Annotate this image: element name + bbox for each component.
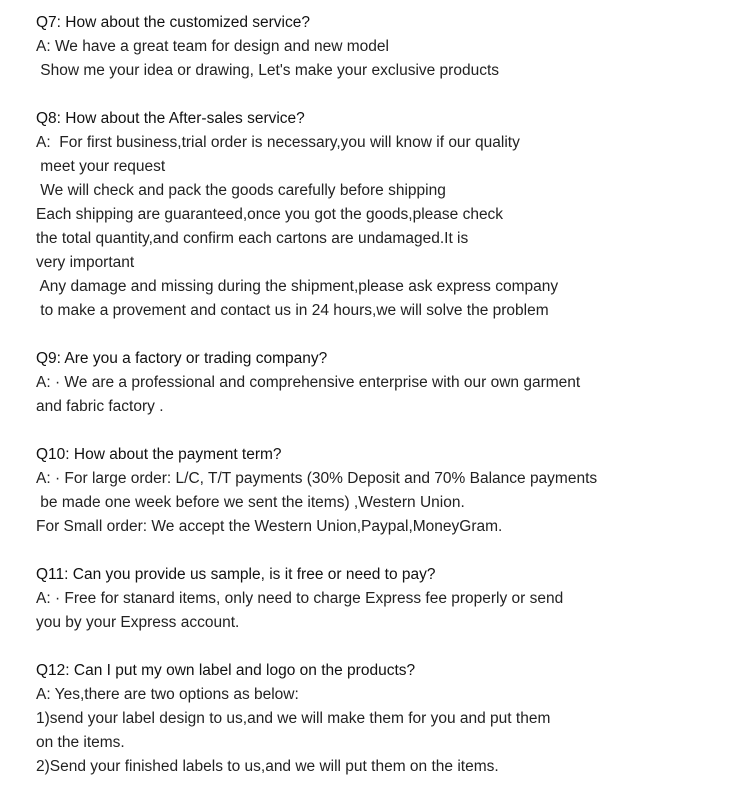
faq-answer-line: We will check and pack the goods carefully before shipping: [36, 182, 446, 199]
faq-item-q12: [36, 659, 736, 779]
faq-document: [36, 11, 736, 803]
faq-item-q10: [36, 443, 736, 539]
faq-question: Q11: Can you provide us sample, is it free or need to pay?: [36, 566, 436, 583]
faq-answer-line: A: · For large order: L/C, T/T payments (30% Deposit and 70% Balance payments: [36, 470, 598, 487]
faq-question: Q10: How about the payment term?: [36, 446, 282, 463]
faq-answer-line: very important: [36, 254, 135, 271]
faq-question: Q12: Can I put my own label and logo on the products?: [36, 662, 416, 679]
faq-answer-line: Show me your idea or drawing, Let's make your exclusive products: [36, 62, 500, 79]
faq-question: Q8: How about the After-sales service?: [36, 110, 305, 127]
faq-answer-line: For Small order: We accept the Western Union,Paypal,MoneyGram.: [36, 518, 503, 535]
faq-answer-line: meet your request: [36, 158, 166, 175]
faq-answer-line: you by your Express account.: [36, 614, 240, 631]
faq-answer-line: and fabric factory .: [36, 398, 164, 415]
faq-answer-line: A: For first business,trial order is necessary,you will know if our quality: [36, 134, 520, 151]
faq-answer-line: A: · Free for stanard items, only need to charge Express fee properly or send: [36, 590, 564, 607]
faq-answer-line: 1)send your label design to us,and we will make them for you and put them: [36, 710, 551, 727]
faq-question: Q7: How about the customized service?: [36, 14, 310, 31]
faq-item-q7: [36, 11, 736, 83]
faq-answer-line: to make a provement and contact us in 24 hours,we will solve the problem: [36, 302, 549, 319]
faq-item-q9: [36, 347, 736, 419]
faq-question: Q9: Are you a factory or trading company?: [36, 350, 328, 367]
faq-answer-line: the total quantity,and confirm each cartons are undamaged.It is: [36, 230, 469, 247]
faq-item-q8: [36, 107, 736, 323]
faq-answer-line: Any damage and missing during the shipment,please ask express company: [36, 278, 559, 295]
faq-item-q11: [36, 563, 736, 635]
faq-answer-line: on the items.: [36, 734, 125, 751]
faq-answer-line: A: · We are a professional and comprehensive enterprise with our own garment: [36, 374, 581, 391]
faq-answer-line: A: Yes,there are two options as below:: [36, 686, 299, 703]
faq-answer-line: A: We have a great team for design and new model: [36, 38, 389, 55]
faq-answer-line: be made one week before we sent the items) ,Western Union.: [36, 494, 465, 511]
faq-answer-line: Each shipping are guaranteed,once you got the goods,please check: [36, 206, 504, 223]
faq-answer-line: 2)Send your finished labels to us,and we will put them on the items.: [36, 758, 499, 775]
